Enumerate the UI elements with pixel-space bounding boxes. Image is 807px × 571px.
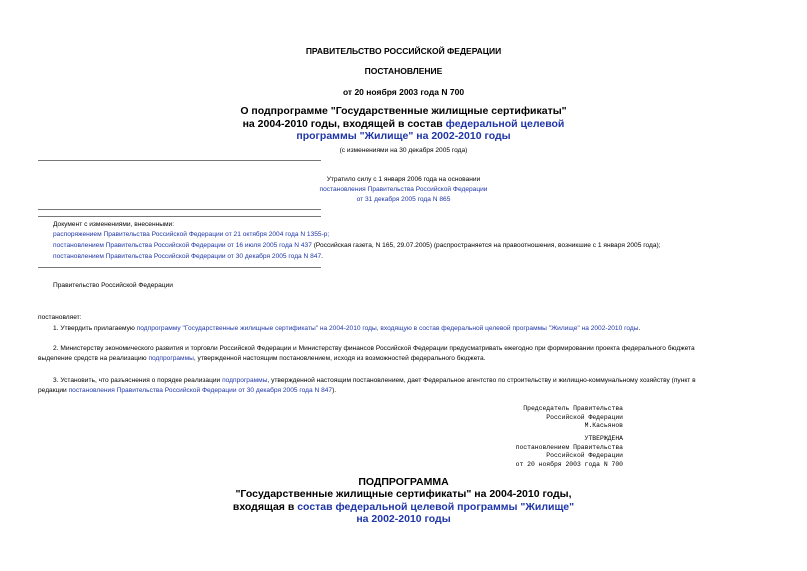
expired-decree-date-link[interactable]: от 31 декабря 2005 года N 865 — [356, 196, 451, 203]
signature-block — [523, 405, 623, 431]
doc-title-line2 — [0, 118, 807, 131]
paragraph-3-line2 — [38, 387, 336, 394]
approved-line4: от 20 ноября 2003 года N 700 — [515, 460, 623, 468]
approved-line1: УТВЕРЖДЕНА — [584, 435, 623, 442]
change-item-3-end: . — [321, 253, 323, 260]
doc-date: от 20 ноября 2003 года N 700 — [342, 87, 465, 97]
paragraph-2-text: выделение средств на реализацию — [38, 355, 149, 362]
divider — [38, 267, 321, 268]
decrees-word: постановляет: — [38, 314, 82, 321]
subprogram-title-line2 — [0, 501, 807, 514]
subprogram-link-3[interactable]: подпрограммы — [222, 377, 268, 384]
paragraph-1-text: 1. Утвердить прилагаемую — [53, 325, 137, 332]
expired-line1: Утратило силу с 1 января 2006 года на основании — [326, 176, 481, 183]
amendment-note: (с изменениями на 30 декабря 2005 года) — [339, 147, 468, 154]
divider — [38, 209, 321, 210]
subprogram-link-2[interactable]: подпрограммы — [148, 355, 194, 362]
paragraph-3-text: 3. Установить, что разъяснения о порядке реализации — [53, 377, 223, 384]
signature-line3: М.Касьянов — [584, 422, 623, 430]
changes-heading: Документ с изменениями, внесенными: — [53, 221, 175, 228]
divider — [38, 216, 321, 217]
signature-line2: Российской Федерации — [546, 413, 623, 421]
approved-line3: Российской Федерации — [546, 452, 623, 460]
paragraph-3-end: ). — [332, 387, 337, 394]
signature-line1: Председатель Правительства — [523, 405, 623, 412]
government-ru: Правительство Российской Федерации — [53, 282, 173, 289]
paragraph-2-line1: 2. Министерству экономического развития и торговли Российской Федерации и Министерству финансов Российской Федерации предусматривать ежегодно при формировании проекта федерального бюджета — [53, 345, 695, 352]
paragraph-2-end: , утвержденной настоящим постановлением, исходя из возможностей федерального бюджета. — [193, 355, 486, 362]
subprogram-title-line1: "Государственные жилищные сертификаты" на 2004-2010 годы, — [235, 488, 572, 500]
change-item-3-link[interactable]: постановлением Правительства Российской Федерации от 30 декабря 2005 года N 847 — [53, 253, 322, 260]
decree-847-link[interactable]: постановления Правительства Российской Федерации от 30 декабря 2005 года N 847 — [68, 387, 333, 394]
change-item-2 — [53, 242, 661, 249]
change-item-2-link[interactable]: постановлением Правительства Российской Федерации от 16 июля 2005 года N 437 — [53, 242, 312, 249]
doc-title-line1: О подпрограмме "Государственные жилищные сертификаты" — [240, 105, 567, 117]
doc-title-line2-text: на 2004-2010 годы, входящей в состав — [242, 117, 446, 130]
change-item-1-link[interactable]: распоряжением Правительства Российской Федерации от 21 октября 2004 года N 1355-р; — [53, 231, 330, 238]
change-item-3 — [53, 253, 323, 260]
doc-type-heading: ПОСТАНОВЛЕНИЕ — [364, 66, 443, 76]
federal-program-link[interactable]: федеральной целевой — [445, 117, 565, 130]
subprogram-link[interactable]: подпрограмму "Государственные жилищные сертификаты" на 2004-2010 годы, входящую в состав федеральной целевой программы "Жилище" на 2002-2010 годы — [136, 325, 639, 332]
subprogram-program-link[interactable]: состав федеральной целевой программы "Жилище" — [297, 500, 575, 513]
expired-block — [0, 175, 807, 205]
paragraph-3-line2-text: редакции — [38, 387, 69, 394]
government-heading: ПРАВИТЕЛЬСТВО РОССИЙСКОЙ ФЕДЕРАЦИИ — [305, 46, 502, 56]
paragraph-1-end: . — [638, 325, 641, 332]
expired-decree-link[interactable]: постановления Правительства Российской Федерации — [319, 186, 488, 193]
paragraph-1 — [53, 325, 640, 332]
paragraph-2-line2 — [38, 355, 485, 362]
subprogram-title-line2-text: входящая в — [232, 500, 298, 513]
approved-block — [516, 435, 623, 469]
doc-title-line3-link[interactable]: программы "Жилище" на 2002-2010 годы — [296, 130, 511, 142]
change-item-2-note: (Российская газета, N 165, 29.07.2005) (распространяется на правоотношения, возникшие с 1 января 2005 года); — [311, 242, 661, 249]
subprogram-title — [0, 488, 807, 526]
doc-title — [0, 105, 807, 143]
subprogram-heading: ПОДПРОГРАММА — [358, 476, 449, 488]
paragraph-3-line1 — [53, 377, 696, 384]
subprogram-title-line3-link[interactable]: на 2002-2010 годы — [356, 513, 451, 525]
approved-line2: постановлением Правительства — [515, 443, 623, 451]
paragraph-3-rest: , утвержденной настоящим постановлением, дает Федеральное агентство по строительству и жилищно-коммунальному хозяйству (пункт в — [267, 377, 696, 384]
divider — [38, 160, 321, 161]
